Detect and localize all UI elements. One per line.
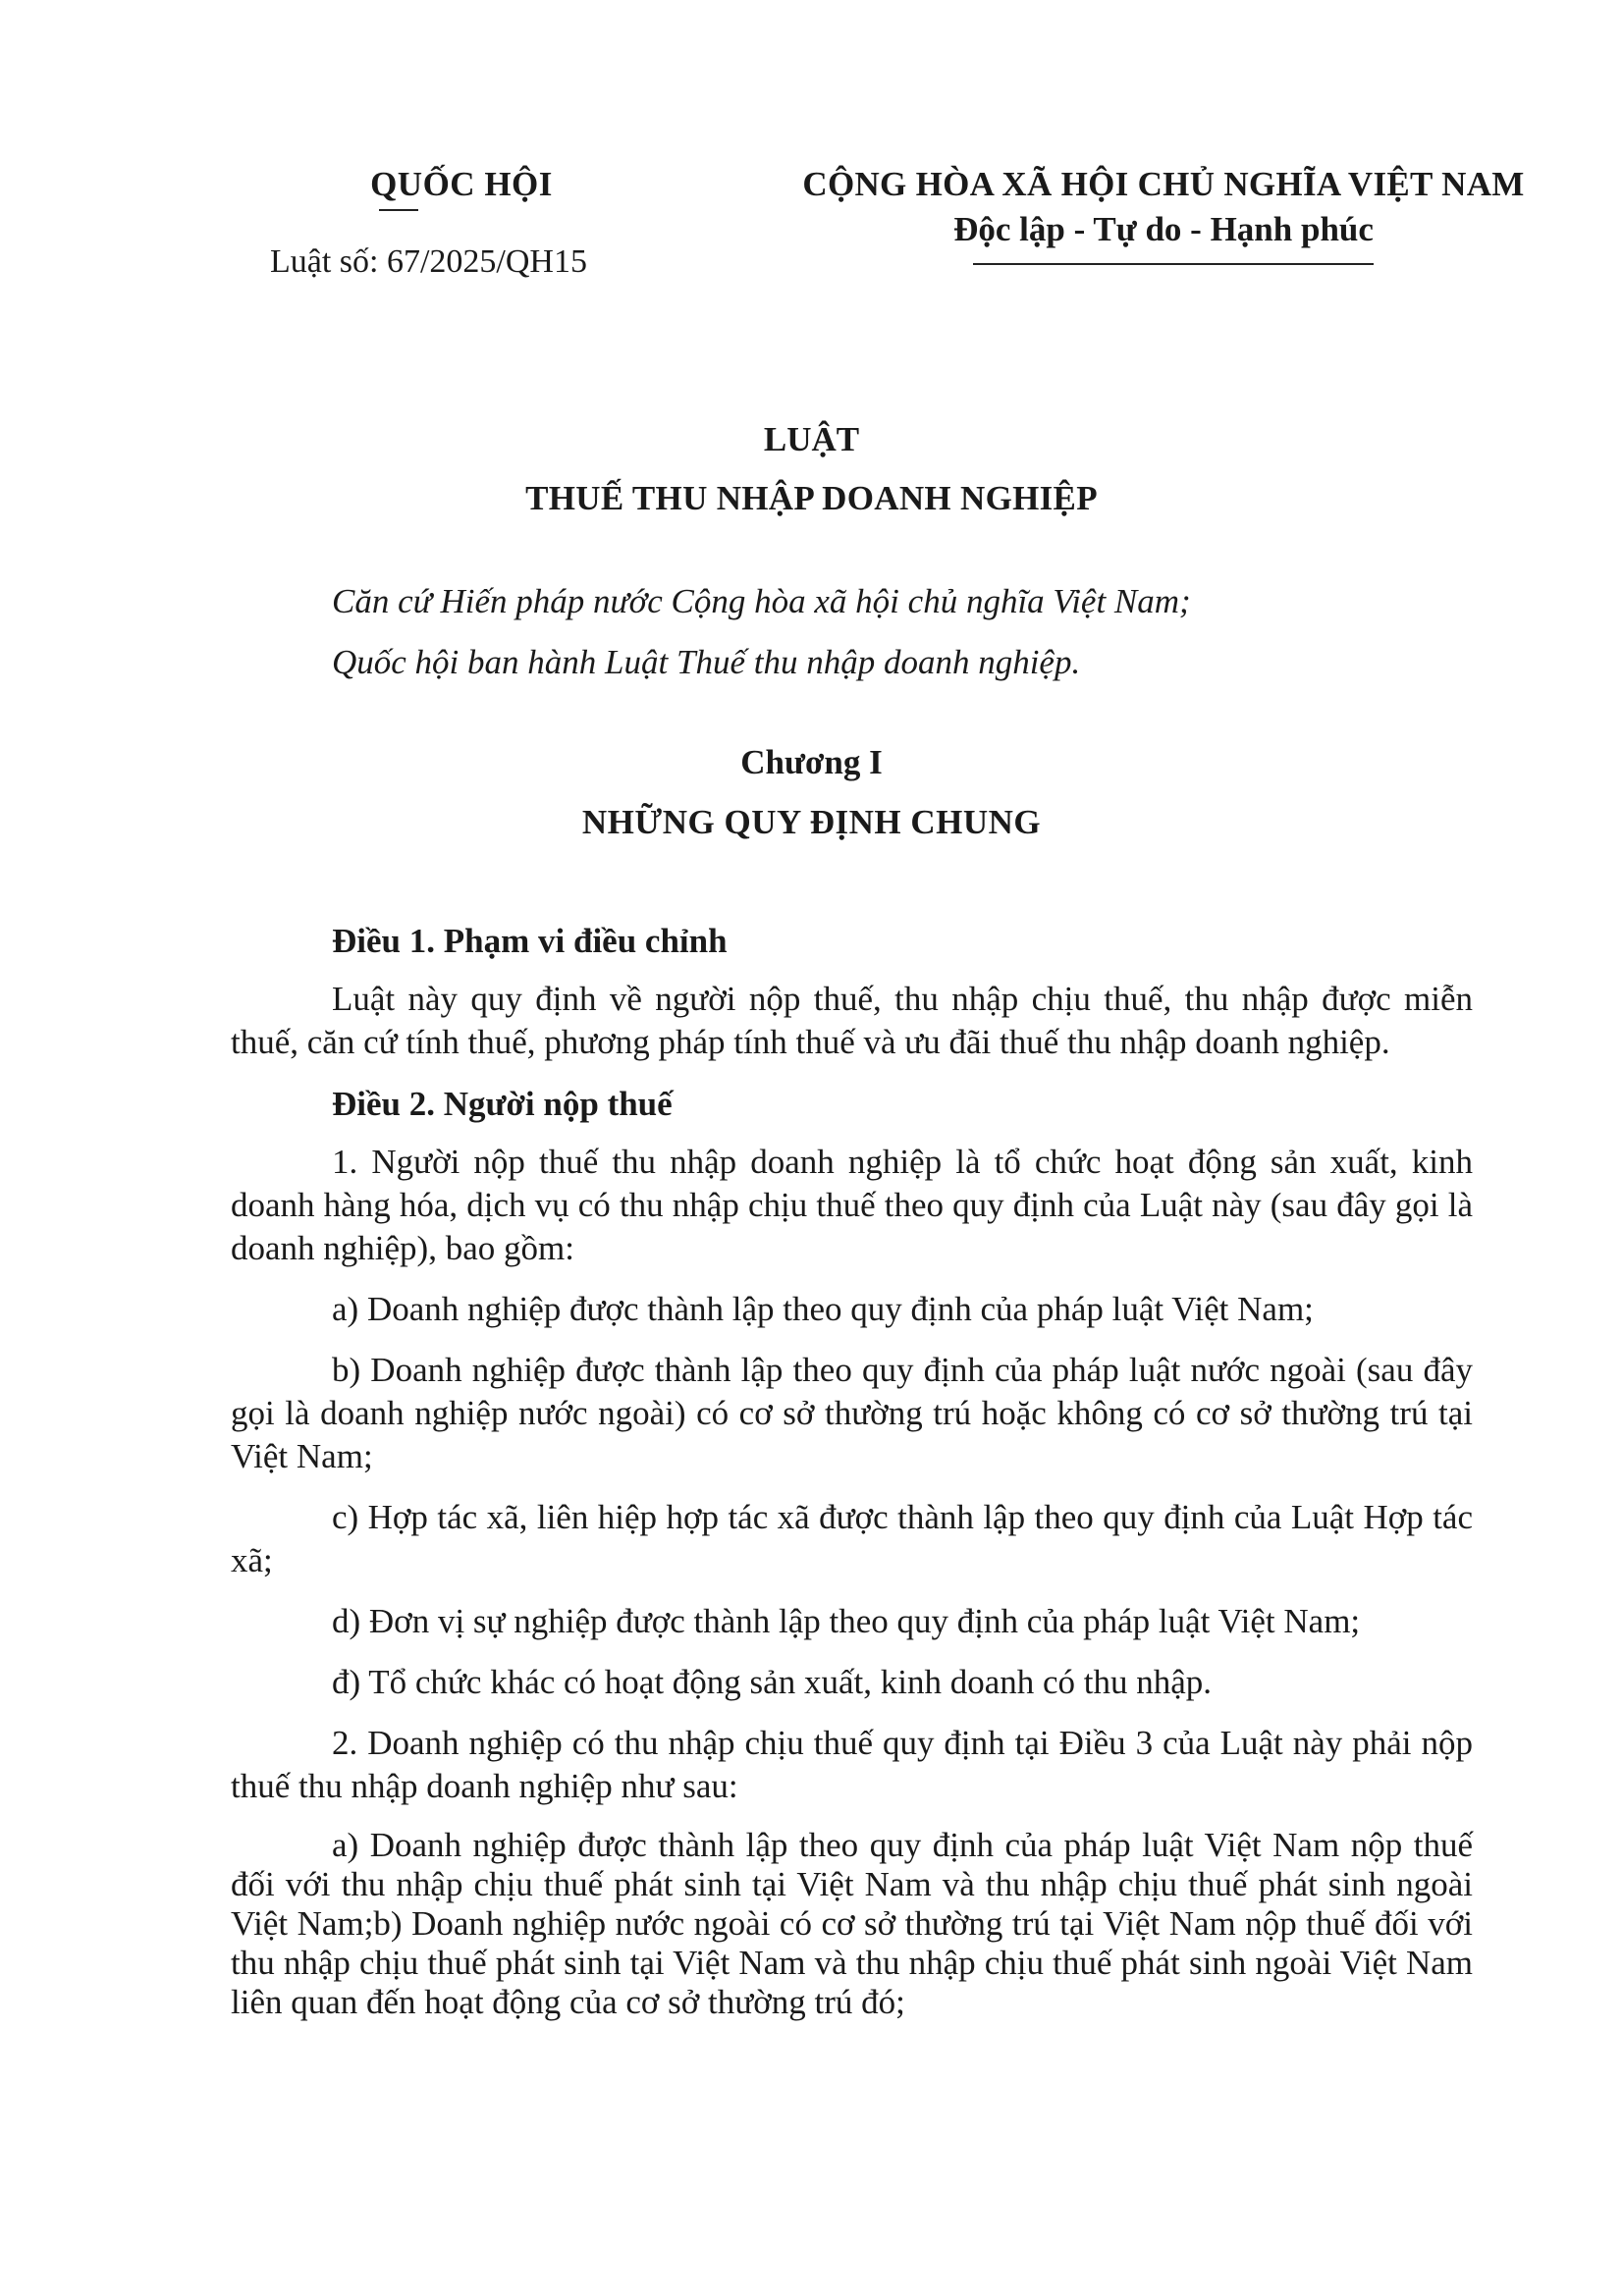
article-paragraph: Luật này quy định về người nộp thuế, thu nhập chịu thuế, thu nhập được miễn thuế, căn cứ tính thuế, phương pháp tính thuế và ưu đãi thuế thu nhập doanh nghiệp. <box>231 980 1473 1061</box>
clause-item: c) Hợp tác xã, liên hiệp hợp tác xã được thành lập theo quy định của Luật Hợp tác xã; <box>231 1498 1473 1579</box>
issuer-name: QUỐC HỘI <box>370 165 553 203</box>
clause-item: a) Doanh nghiệp được thành lập theo quy định của pháp luật Việt Nam nộp thuế đối với thu nhập chịu thuế phát sinh tại Việt Nam và thu nhập chịu thuế phát sinh ngoài Việt Nam;b) Doanh nghiệp nước ngoài có cơ sở thường trú tại Việt Nam nộp thuế đối với thu nhập chịu thuế phát sinh tại Việt Nam và thu nhập chịu thuế phát sinh ngoài Việt Nam liên quan đến hoạt động của cơ sở thường trú đó; <box>231 1826 1473 2021</box>
clause-paragraph: 1. Người nộp thuế thu nhập doanh nghiệp là tổ chức hoạt động sản xuất, kinh doanh hàng hóa, dịch vụ có thu nhập chịu thuế theo quy định của Luật này (sau đây gọi là doanh nghiệp), bao gồm: <box>231 1143 1473 1267</box>
law-title: THUẾ THU NHẬP DOANH NGHIỆP <box>525 479 1098 517</box>
document-type: LUẬT <box>763 420 860 458</box>
preamble-line: Quốc hội ban hành Luật Thuế thu nhập doanh nghiệp. <box>332 643 1081 681</box>
clause-item: đ) Tổ chức khác có hoạt động sản xuất, kinh doanh có thu nhập. <box>332 1663 1213 1701</box>
law-number: Luật số: 67/2025/QH15 <box>270 243 587 280</box>
article-heading: Điều 1. Phạm vi điều chỉnh <box>332 922 728 960</box>
national-header <box>781 165 1546 249</box>
national-motto: Độc lập - Tự do - Hạnh phúc <box>953 210 1374 248</box>
chapter-title: NHỮNG QUY ĐỊNH CHUNG <box>581 803 1042 841</box>
republic-name: CỘNG HÒA XÃ HỘI CHỦ NGHĨA VIỆT NAM <box>802 165 1525 203</box>
motto-underline <box>973 263 1374 265</box>
issuer-block <box>265 165 658 280</box>
chapter-label: Chương I <box>740 743 883 781</box>
clause-item: a) Doanh nghiệp được thành lập theo quy định của pháp luật Việt Nam; <box>332 1290 1314 1328</box>
clause-item: b) Doanh nghiệp được thành lập theo quy định của pháp luật nước ngoài (sau đây gọi là doanh nghiệp nước ngoài) có cơ sở thường trú hoặc không có cơ sở thường trú tại Việt Nam; <box>231 1351 1473 1475</box>
issuer-underline <box>379 209 418 211</box>
clause-paragraph: 2. Doanh nghiệp có thu nhập chịu thuế quy định tại Điều 3 của Luật này phải nộp thuế thu nhập doanh nghiệp như sau: <box>231 1724 1473 1805</box>
preamble <box>332 571 1510 693</box>
article-heading: Điều 2. Người nộp thuế <box>332 1085 673 1123</box>
preamble-line: Căn cứ Hiến pháp nước Cộng hòa xã hội chủ nghĩa Việt Nam; <box>332 582 1191 620</box>
clause-item: d) Đơn vị sự nghiệp được thành lập theo quy định của pháp luật Việt Nam; <box>332 1602 1361 1640</box>
document-body <box>231 919 1473 2040</box>
